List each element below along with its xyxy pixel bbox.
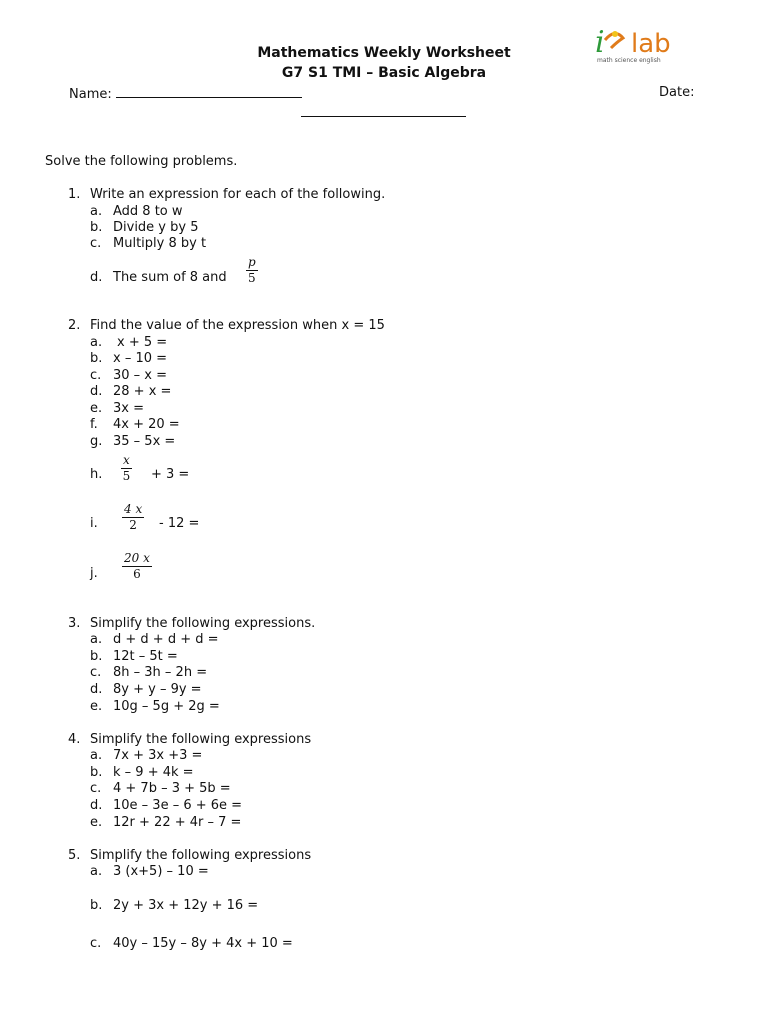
date-blank[interactable] [301,104,466,117]
svg-text:lab: lab [631,29,671,59]
name-field [69,85,302,102]
q5-item-b: 2y + 3x + 12y + 16 = [113,898,259,913]
q3-letter-a: a. [90,632,103,647]
q3-letter-e: e. [90,699,103,714]
q1-number: 1. [68,187,81,202]
q3-prompt: Simplify the following expressions. [90,616,316,631]
q2-j-fraction [122,551,152,582]
q1-letter-b: b. [90,220,103,235]
q1-item-a: Add 8 to w [113,204,183,219]
q1-d-fraction [246,255,258,286]
q1-item-c: Multiply 8 by t [113,236,207,251]
q1-letter-c: c. [90,236,102,251]
q5-item-a: 3 (x+5) – 10 = [113,864,209,879]
q3-number: 3. [68,616,81,631]
q2-item-e: 3x = [113,401,144,416]
q2-item-b: x – 10 = [113,351,168,366]
q4-letter-a: a. [90,748,103,763]
q3-item-d: 8y + y – 9y = [113,682,202,697]
q2-item-f: 4x + 20 = [113,417,180,432]
q2-item-c: 30 – x = [113,368,168,383]
q4-letter-d: d. [90,798,103,813]
q4-prompt: Simplify the following expressions [90,732,312,747]
q2-letter-e: e. [90,401,103,416]
q4-item-a: 7x + 3x +3 = [113,748,203,763]
logo-tagline: math science english [597,57,661,64]
q5-letter-b: b. [90,898,103,913]
q2-letter-f: f. [90,417,98,432]
instructions: Solve the following problems. [45,154,238,169]
q2-j-denominator: 6 [133,567,141,581]
q3-item-c: 8h – 3h – 2h = [113,665,208,680]
q1-letter-d: d. [90,270,103,285]
q2-i-tail: - 12 = [159,516,200,531]
q2-letter-g: g. [90,434,103,449]
q2-h-denominator: 5 [122,469,131,483]
q1-letter-a: a. [90,204,103,219]
q3-letter-d: d. [90,682,103,697]
q4-item-e: 12r + 22 + 4r – 7 = [113,815,242,830]
q2-prompt: Find the value of the expression when x = 15 [90,318,385,333]
q2-h-numerator: x [123,453,130,467]
q5-item-c: 40y – 15y – 8y + 4x + 10 = [113,936,293,951]
q2-h-tail: + 3 = [151,467,190,482]
q3-item-a: d + d + d + d = [113,632,219,647]
q1-d-numerator: p [248,255,256,269]
q2-letter-d: d. [90,384,103,399]
q2-h-fraction [121,453,132,484]
q2-number: 2. [68,318,81,333]
q2-item-a: x + 5 = [117,335,168,350]
q1-item-d: The sum of 8 and [113,270,227,285]
q3-item-b: 12t – 5t = [113,649,178,664]
q5-letter-c: c. [90,936,102,951]
q2-i-denominator: 2 [129,518,137,532]
q1-d-denominator: 5 [248,271,256,285]
q4-number: 4. [68,732,81,747]
q2-letter-c: c. [90,368,102,383]
q2-letter-b: b. [90,351,103,366]
q3-letter-c: c. [90,665,102,680]
worksheet-subtitle: G7 S1 TMI – Basic Algebra [281,65,487,81]
q4-item-d: 10e – 3e – 6 + 6e = [113,798,243,813]
q4-item-c: 4 + 7b – 3 + 5b = [113,781,231,796]
q4-item-b: k – 9 + 4k = [113,765,194,780]
q1-prompt: Write an expression for each of the following. [90,187,386,202]
q2-letter-i: i. [90,516,98,531]
q4-letter-e: e. [90,815,103,830]
worksheet-title: Mathematics Weekly Worksheet [257,45,511,61]
q5-letter-a: a. [90,864,103,879]
q4-letter-c: c. [90,781,102,796]
q2-i-numerator: 4 x [124,502,143,516]
name-blank[interactable] [116,85,302,98]
q2-i-fraction [122,502,144,533]
q2-j-numerator: 20 x [124,551,150,565]
q4-letter-b: b. [90,765,103,780]
q2-letter-a: a. [90,335,103,350]
q2-letter-h: h. [90,467,103,482]
q2-item-d: 28 + x = [113,384,172,399]
q3-letter-b: b. [90,649,103,664]
svg-text:i: i [595,25,605,60]
q1-item-b: Divide y by 5 [113,220,199,235]
q2-item-g: 35 – 5x = [113,434,176,449]
q3-item-e: 10g – 5g + 2g = [113,699,220,714]
q5-prompt: Simplify the following expressions [90,848,312,863]
q2-letter-j: j. [90,566,98,581]
name-label: Name: [69,87,112,102]
date-label: Date: [659,85,695,100]
q5-number: 5. [68,848,81,863]
